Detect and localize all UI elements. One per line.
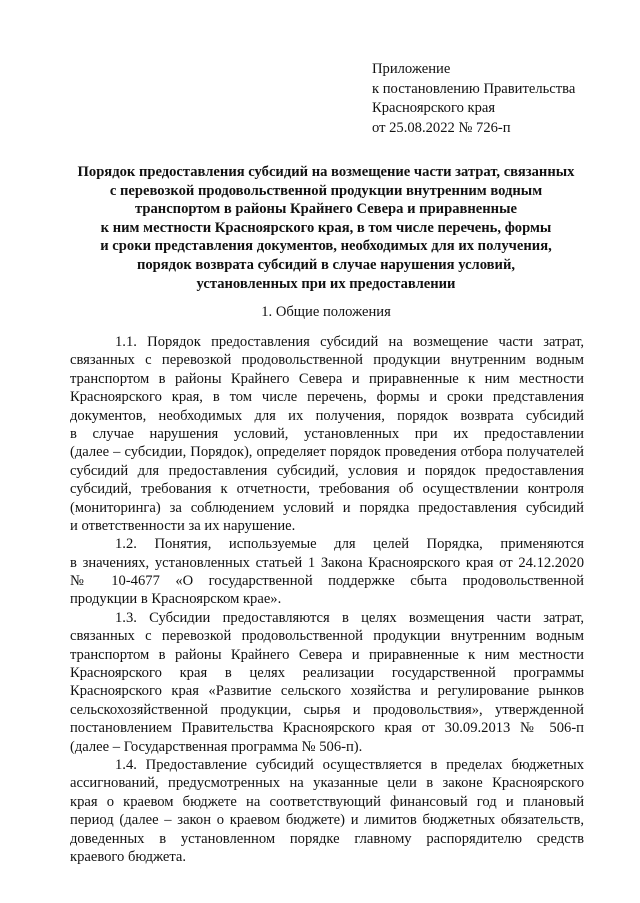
paragraph-line: № 10-4677 «О государственной поддержке сбыта продовольственной <box>70 573 584 590</box>
paragraph-line: субсидий, требования к отчетности, требования об осуществлении контроля <box>70 481 584 498</box>
paragraph-line: в значениях, установленных статьей 1 Закона Красноярского края от 24.12.2020 <box>70 554 584 571</box>
paragraph-1-1 <box>70 333 584 535</box>
appendix-line: от 25.08.2022 № 726-п <box>372 119 511 136</box>
paragraph-line: 1.1. Порядок предоставления субсидий на возмещение части затрат, <box>115 334 584 350</box>
title-line: установленных при их предоставлении <box>196 275 456 292</box>
paragraph-line: связанных с перевозкой продовольственной продукции внутренним водным <box>70 352 584 369</box>
title-line: с перевозкой продовольственной продукции внутренним водным <box>109 182 543 199</box>
section-heading: 1. Общие положения <box>261 304 391 320</box>
paragraph-line: (далее – субсидии, Порядок), определяет порядок проведения отбора получателей <box>70 444 584 461</box>
paragraph-line: 1.2. Понятия, используемые для целей Порядка, применяются <box>115 536 584 553</box>
paragraph-line: транспортом в районы Крайнего Севера и приравненные к ним местности <box>70 370 584 387</box>
appendix-line: Красноярского края <box>372 100 496 116</box>
paragraph-line: транспортом в районы Крайнего Севера и приравненные к ним местности <box>70 646 584 663</box>
document-body <box>70 333 584 866</box>
paragraph-line: Красноярского края в целях реализации государственной программы <box>70 665 584 682</box>
paragraph-line: края о краевом бюджете на соответствующий финансовый год и плановый <box>70 793 584 810</box>
title-line: и сроки представления документов, необходимых для их получения, <box>100 238 552 255</box>
title-line: порядок возврата субсидий в случае нарушения условий, <box>136 256 516 273</box>
title-line: транспортом в районы Крайнего Севера и приравненные <box>135 201 517 218</box>
paragraph-line: (далее – Государственная программа № 506-п). <box>70 738 363 755</box>
paragraph-1-4 <box>70 756 584 866</box>
paragraph-line: субсидий для предоставления субсидий, условия и порядок предоставления <box>70 462 584 479</box>
title-line: к ним местности Красноярского края, в том числе перечень, формы <box>100 219 552 236</box>
paragraph-line: период (далее – закон о краевом бюджете) и лимитов бюджетных обязательств, <box>70 812 584 829</box>
paragraph-line: постановлением Правительства Красноярского края от 30.09.2013 № 506-п <box>70 720 584 737</box>
appendix-line: к постановлению Правительства <box>372 80 576 97</box>
paragraph-line: Красноярского края «Развитие сельского хозяйства и регулирование рынков <box>70 683 584 700</box>
paragraph-line: сельскохозяйственной продукции, сырья и продовольствия», утвержденной <box>70 701 584 718</box>
paragraph-line: краевого бюджета. <box>70 848 187 865</box>
appendix-block <box>372 60 622 138</box>
paragraph-1-2 <box>70 535 584 609</box>
paragraph-line: продукции в Красноярском крае». <box>70 591 282 608</box>
paragraph-line: (мониторинга) за соблюдением условий и порядка предоставления субсидий <box>70 499 584 516</box>
paragraph-line: 1.4. Предоставление субсидий осуществляется в пределах бюджетных <box>115 756 584 773</box>
paragraph-line: доведенных в установленном порядке главному распорядителю средств <box>70 830 584 847</box>
document-title <box>60 163 592 293</box>
paragraph-line: документов, необходимых для их получения, порядок возврата субсидий <box>70 407 584 424</box>
title-line: Порядок предоставления субсидий на возмещение части затрат, связанных <box>77 164 575 180</box>
paragraph-1-3 <box>70 609 584 756</box>
appendix-line: Приложение <box>372 61 451 77</box>
paragraph-line: связанных с перевозкой продовольственной продукции внутренним водным <box>70 628 584 645</box>
paragraph-line: Красноярского края, в том числе перечень, формы и сроки представления <box>70 389 584 406</box>
paragraph-line: ассигнований, предусмотренных на указанные цели в законе Красноярского <box>70 775 584 792</box>
paragraph-line: 1.3. Субсидии предоставляются в целях возмещения части затрат, <box>115 609 584 626</box>
paragraph-line: и ответственности за их нарушение. <box>70 517 296 534</box>
paragraph-line: в случае нарушения условий, установленных при их предоставлении <box>70 425 584 442</box>
